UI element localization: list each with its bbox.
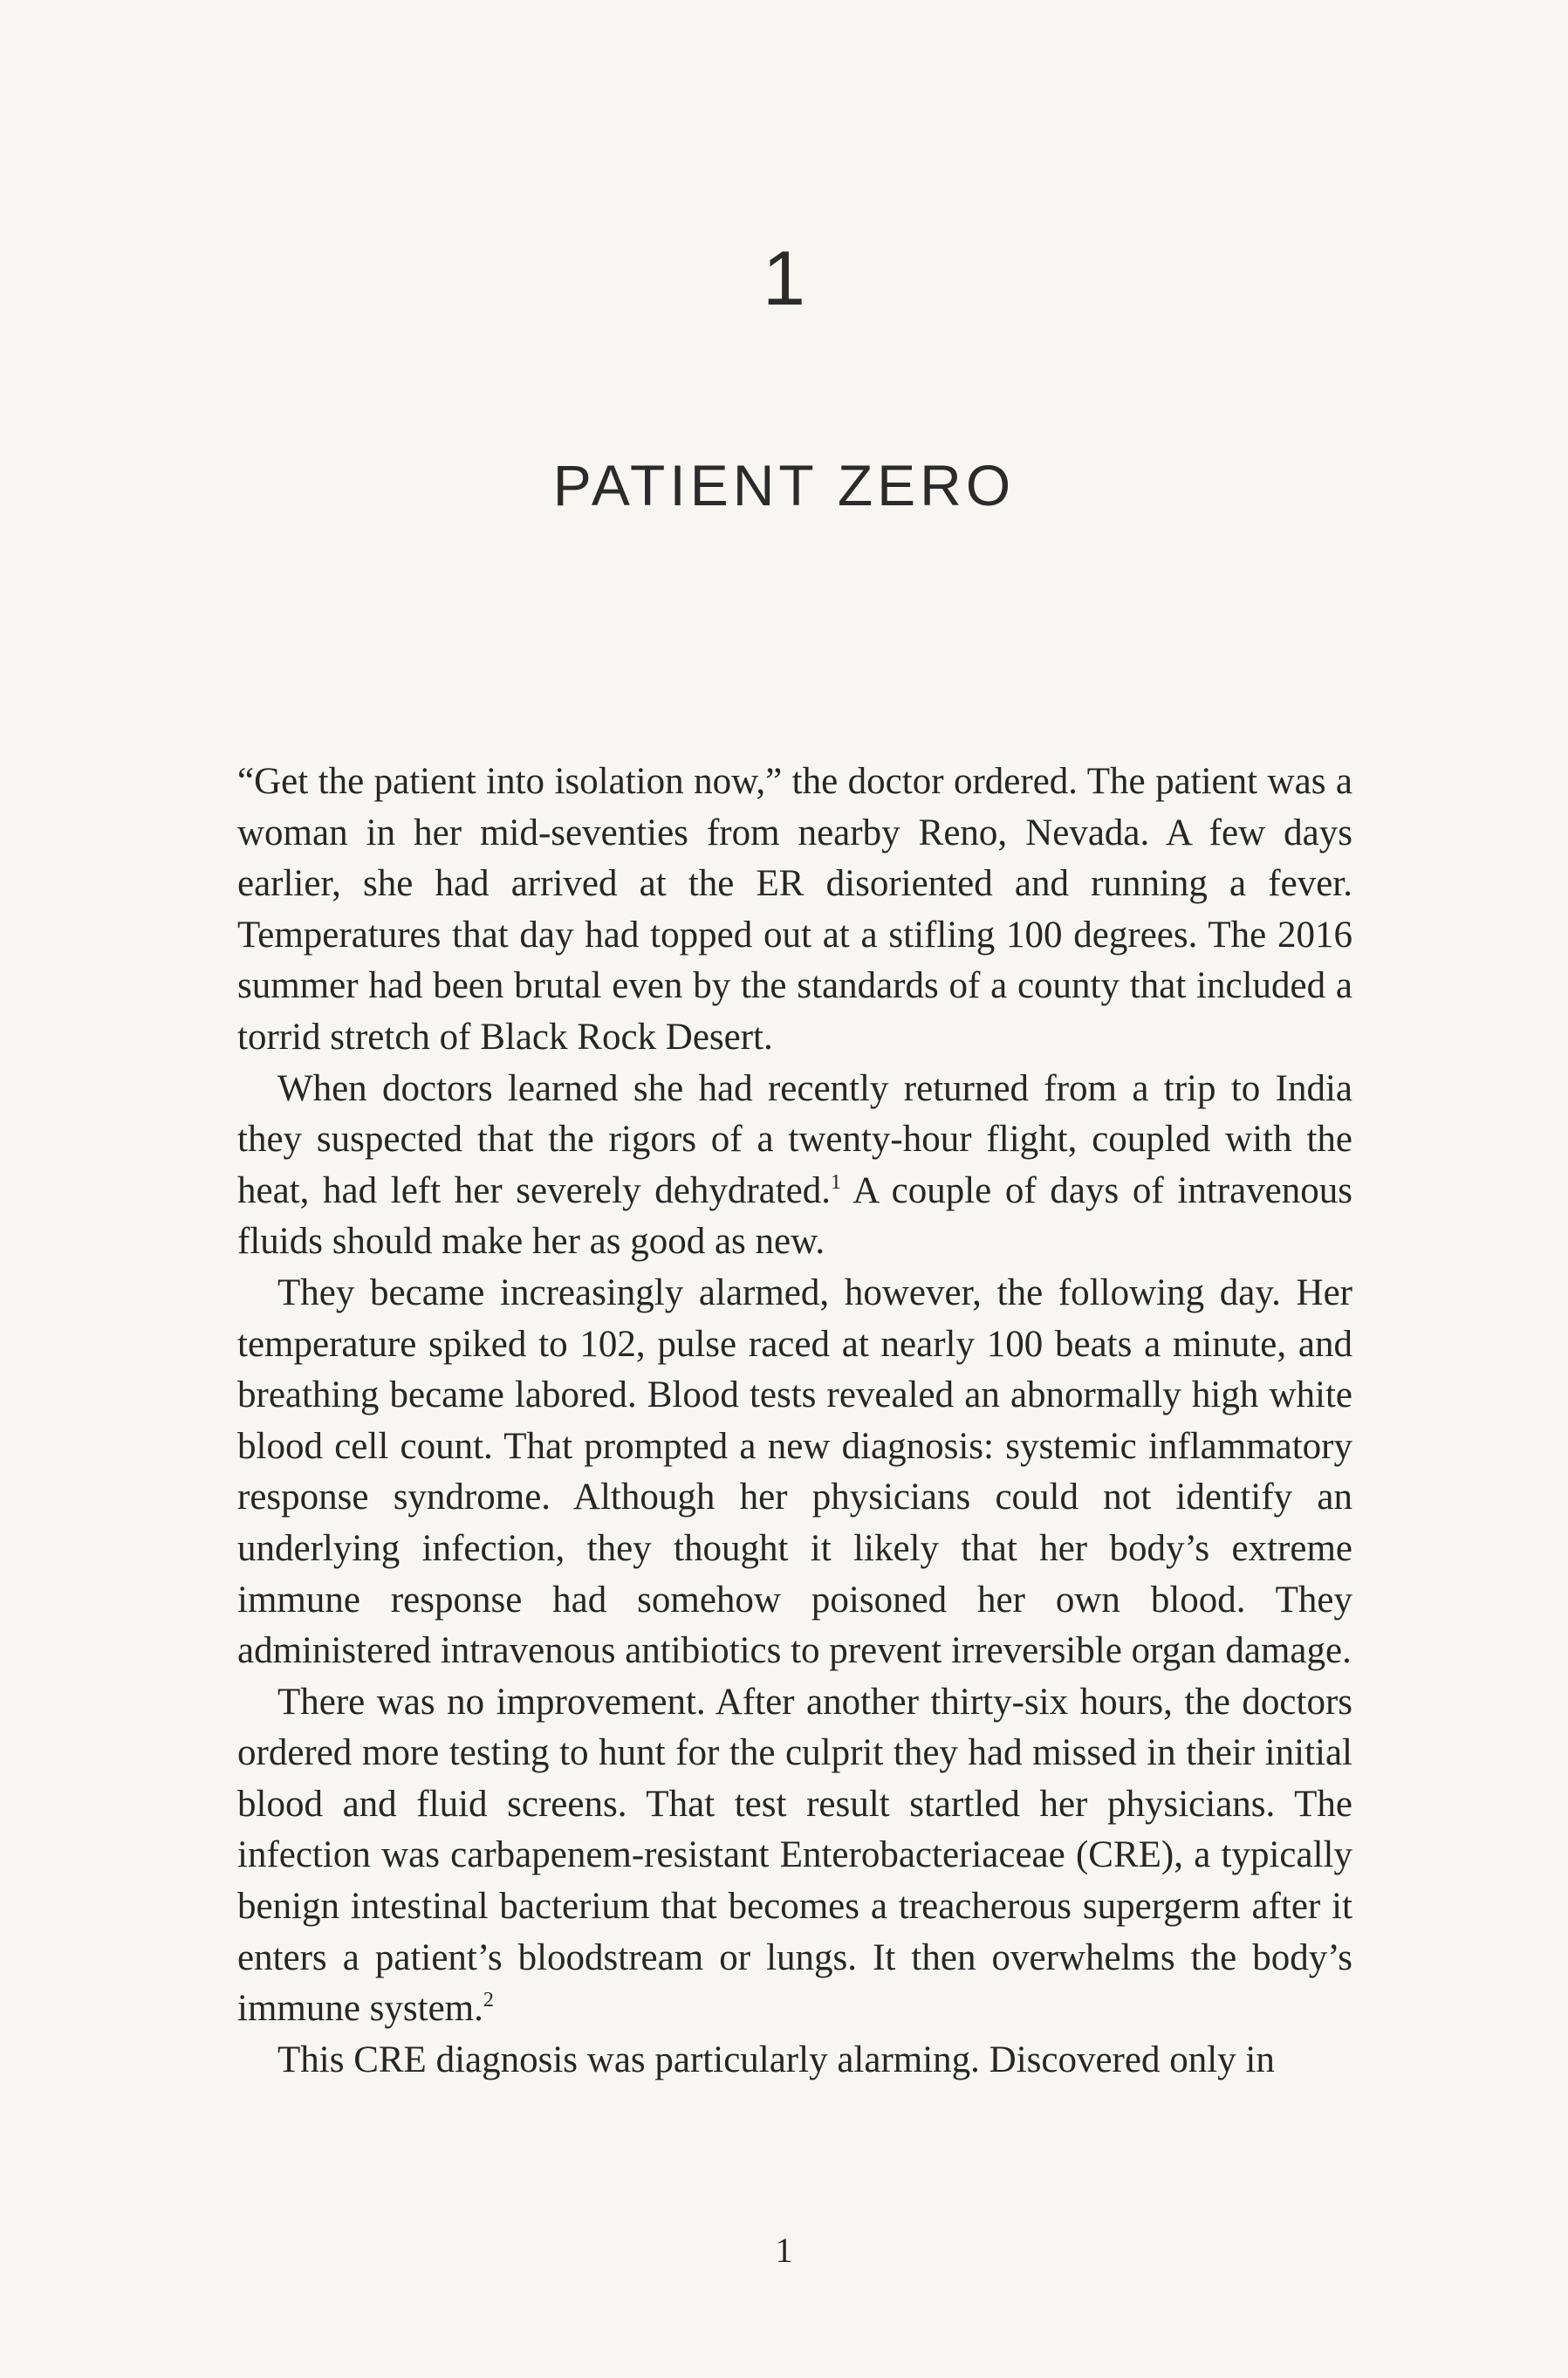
chapter-number: 1 <box>763 235 805 321</box>
paragraph-2 <box>237 1064 1352 1268</box>
chapter-body <box>237 757 1352 2086</box>
paragraph-4 <box>237 1677 1352 2035</box>
paragraph-1 <box>237 757 1352 1064</box>
paragraph-text: This CRE diagnosis was particularly alarming. Discovered only in <box>277 2039 1275 2080</box>
paragraph-text: When doctors learned she had recently returned from a trip to India they suspected that the rigors of a twenty-hour flight, coupled with the heat, had left her severely dehydrated. <box>237 1067 1352 1211</box>
paragraph-text: There was no improvement. After another thirty-six hours, the doctors ordered more testing to hunt for the culprit they had missed in their initial blood and fluid screens. That test result startled her physicians. The infection was carbapenem-resistant Enterobacteriaceae (CRE), a typically benign intestinal bacterium that becomes a treacherous supergerm after it enters a patient’s bloodstream or lungs. It then overwhelms the body’s immune system. <box>237 1681 1352 2030</box>
paragraph-5 <box>237 2035 1352 2087</box>
chapter-title: PATIENT ZERO <box>552 453 1016 517</box>
page-number: 1 <box>775 2231 793 2270</box>
footnote-ref-2: 2 <box>483 1989 494 2012</box>
paragraph-text: They became increasingly alarmed, however, the following day. Her temperature spiked to 102, pulse raced at nearly 100 beats a minute, and breathing became labored. Blood tests revealed an abnormally high white blood cell count. That prompted a new diagnosis: systemic inflammatory response syndrome. Although her physicians could not identify an underlying infection, they thought it likely that her body’s extreme immune response had somehow poisoned her own blood. They administered intravenous antibiotics to prevent irreversible organ damage. <box>237 1271 1352 1672</box>
paragraph-text: “Get the patient into isolation now,” the doctor ordered. The patient was a woman in her mid-seventies from nearby Reno, Nevada. A few days earlier, she had arrived at the ER disoriented and running a fever. Temperatures that day had topped out at a stifling 100 degrees. The 2016 summer had been brutal even by the standards of a county that included a torrid stretch of Black Rock Desert. <box>237 761 1352 1058</box>
footnote-ref-1: 1 <box>831 1170 842 1194</box>
paragraph-text-continued: A couple of days of intravenous fluids should make her as good as new. <box>237 1169 1352 1263</box>
paragraph-3 <box>237 1268 1352 1677</box>
